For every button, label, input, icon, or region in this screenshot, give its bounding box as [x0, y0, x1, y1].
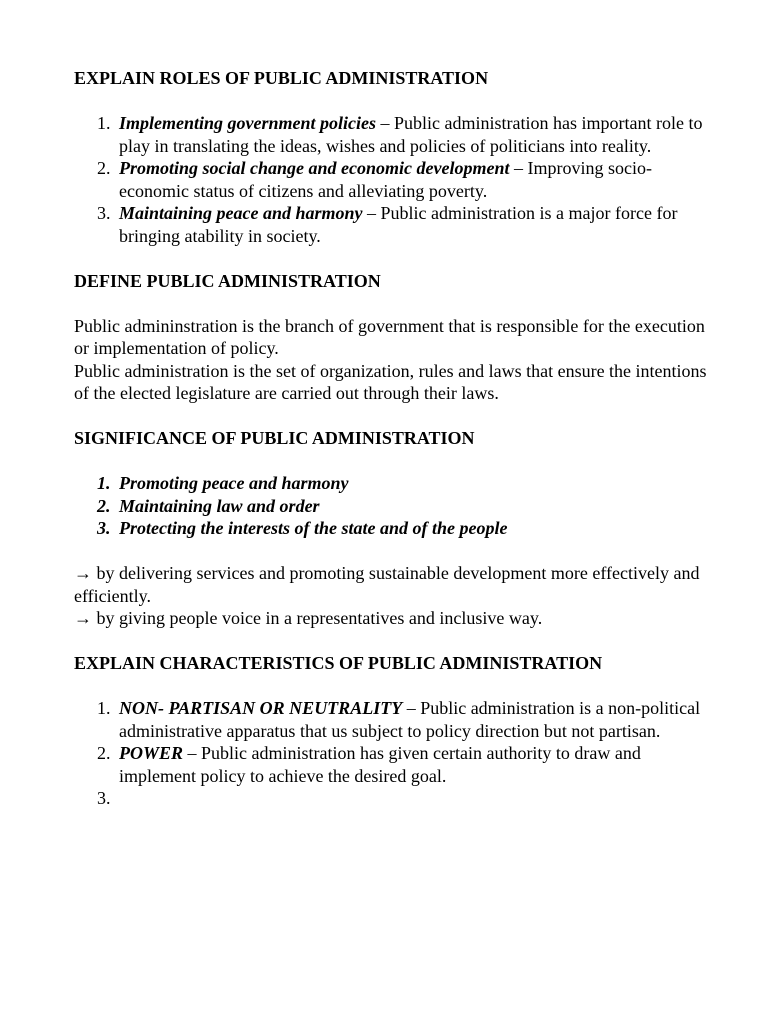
list-number: 3.: [97, 788, 111, 808]
list-text: – Public administration has given certain authority to draw and implement policy to achieve the desired goal.: [119, 743, 641, 786]
list-item: [74, 112, 708, 157]
list-item: [74, 517, 708, 540]
list-item: [74, 495, 708, 518]
list-term: Maintaining peace and harmony: [119, 203, 363, 223]
list-term: Implementing government policies: [119, 113, 376, 133]
define-paragraph: Public admininstration is the branch of government that is responsible for the execution or implementation of policy.: [74, 315, 705, 358]
list-number: 2.: [97, 743, 111, 763]
significance-heading: SIGNIFICANCE OF PUBLIC ADMINISTRATION: [74, 428, 475, 448]
characteristics-heading: EXPLAIN CHARACTERISTICS OF PUBLIC ADMINISTRATION: [74, 653, 603, 673]
significance-note: → by delivering services and promoting sustainable development more effectively and efficiently.: [74, 563, 700, 606]
list-term: NON- PARTISAN OR NEUTRALITY: [119, 698, 403, 718]
list-term: Maintaining law and order: [119, 495, 320, 516]
list-item: [74, 472, 708, 495]
list-item: [74, 157, 708, 202]
list-number: 3.: [97, 518, 111, 538]
list-term: Protecting the interests of the state and of the people: [119, 518, 508, 538]
list-item: [74, 742, 708, 787]
list-number: 3.: [97, 203, 111, 223]
define-paragraph: Public administration is the set of organization, rules and laws that ensure the intentions of the elected legislature are carried out through their laws.: [74, 360, 707, 403]
roles-list: [74, 112, 708, 247]
define-heading: DEFINE PUBLIC ADMINISTRATION: [74, 270, 381, 291]
list-text: – Improving socio-economic status of citizens and alleviating poverty.: [119, 158, 652, 201]
significance-note: → by giving people voice in a representatives and inclusive way.: [74, 608, 543, 628]
list-term: POWER: [119, 743, 184, 763]
characteristics-list: [74, 697, 708, 808]
list-item: [74, 697, 708, 742]
list-text: – Public administration is a major force for bringing atability in society.: [119, 203, 678, 246]
list-number: 2.: [97, 495, 111, 516]
list-text: – Public administration has important role to play in translating the ideas, wishes and policies of politicians into reality.: [119, 113, 703, 156]
list-text: – Public administration is a non-political administrative apparatus that us subject to policy direction but not partisan.: [119, 698, 701, 741]
significance-list: [74, 472, 708, 540]
roles-heading: EXPLAIN ROLES OF PUBLIC ADMINISTRATION: [74, 68, 489, 88]
list-term: Promoting peace and harmony: [119, 473, 349, 493]
list-number: 2.: [97, 158, 111, 178]
list-term: Promoting social change and economic development: [119, 158, 510, 178]
list-number: 1.: [97, 698, 111, 718]
list-number: 1.: [97, 473, 111, 493]
list-number: 1.: [97, 113, 111, 133]
list-item: [74, 202, 708, 247]
